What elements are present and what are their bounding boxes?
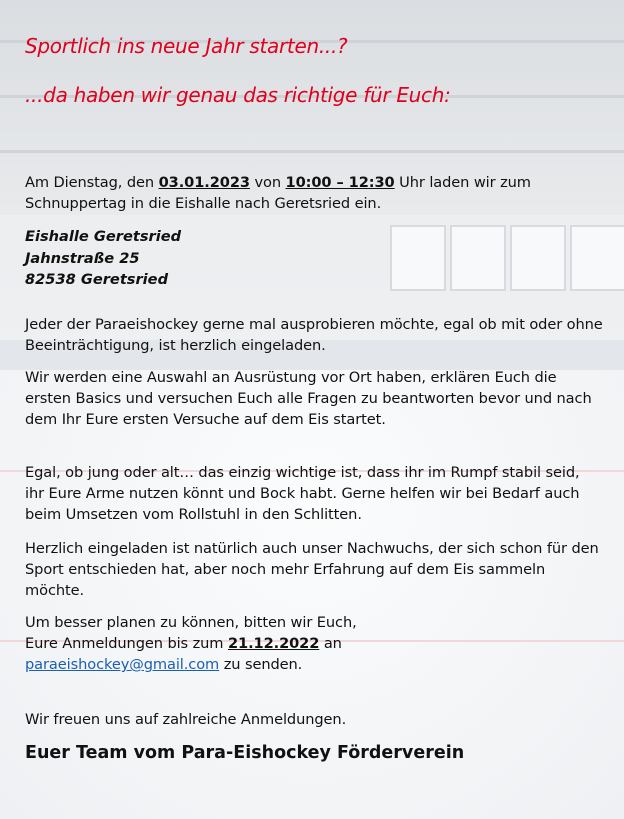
registration-deadline: 21.12.2022 <box>227 635 320 652</box>
paragraph-invitation: Jeder der Paraeishockey gerne mal ausprobieren möchte, egal ob mit oder ohne Beeinträchtigung, ist herzlich eingeladen. <box>25 316 603 354</box>
venue-name: Eishalle Geretsried <box>25 228 182 245</box>
event-time: 10:00 – 12:30 <box>285 174 395 191</box>
street-address: Jahnstraße 25 <box>25 249 140 267</box>
intro-suffix: Uhr laden wir zum Schnuppertag in die Eishalle nach Geretsried ein. <box>25 174 531 212</box>
paragraph-youth: Herzlich eingeladen ist natürlich auch unser Nachwuchs, der sich schon für den Sport entschieden hat, aber noch mehr Erfahrung auf dem Eis sammeln möchte. <box>25 540 599 599</box>
intro-prefix: Am Dienstag, den <box>25 174 159 191</box>
headline-line-1: Sportlich ins neue Jahr starten...? <box>25 34 348 58</box>
intro-mid: von <box>249 174 286 191</box>
event-date: 03.01.2023 <box>158 174 250 191</box>
registration-line-1: Um besser planen zu können, bitten wir Euch, <box>25 614 357 631</box>
paragraph-equipment: Wir werden eine Auswahl an Ausrüstung vor Ort haben, erklären Euch die ersten Basics und versuchen Euch alle Fragen zu beantworten bevor und nach dem Ihr Eure ersten Versuche auf dem Eis startet. <box>25 369 592 428</box>
city-address: 82538 Geretsried <box>25 271 169 288</box>
intro-paragraph <box>25 172 603 214</box>
registration-line-2 <box>25 633 603 654</box>
registration-prefix: Eure Anmeldungen bis zum <box>25 635 228 652</box>
address-block <box>25 226 181 291</box>
signature: Euer Team vom Para-Eishockey Förderverein <box>25 743 465 763</box>
email-link[interactable]: paraeishockey@gmail.com <box>25 656 220 673</box>
registration-line-3 <box>25 654 603 675</box>
closing-line: Wir freuen uns auf zahlreiche Anmeldungen. <box>25 711 347 728</box>
headline-line-2: ...da haben wir genau das richtige für Euch: <box>25 83 451 107</box>
registration-suffix: an <box>319 635 342 652</box>
registration-paragraph <box>25 612 603 675</box>
registration-end: zu senden. <box>219 656 303 673</box>
paragraph-requirements: Egal, ob jung oder alt… das einzig wichtige ist, dass ihr im Rumpf stabil seid, ihr Eure Arme nutzen könnt und Bock habt. Gerne helfen wir bei Bedarf auch beim Umsetzen vom Rollstuhl in den Schlitten. <box>25 464 580 523</box>
